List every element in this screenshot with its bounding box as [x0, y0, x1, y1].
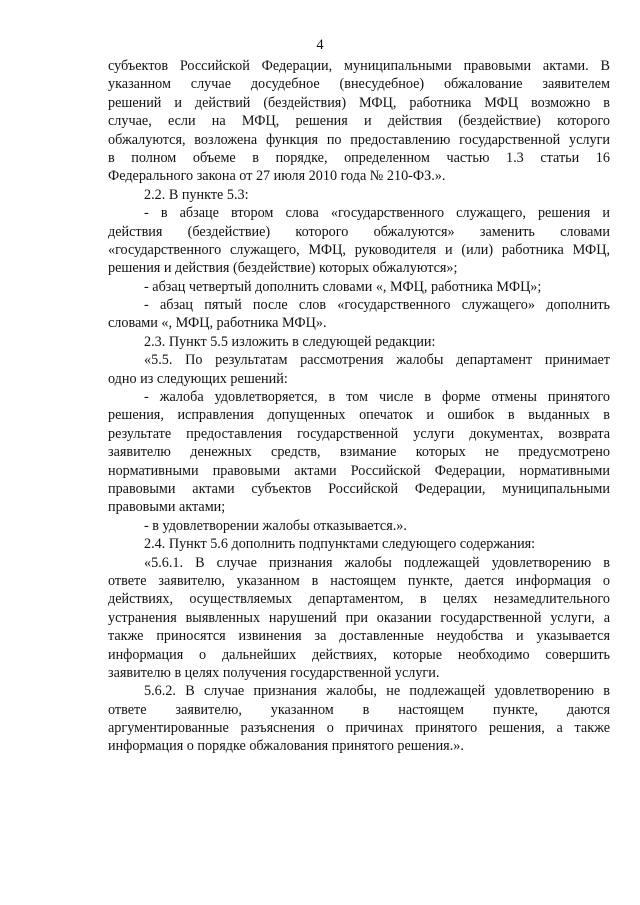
text-line: результате предоставления государственной услуги документах, возврата	[108, 425, 610, 442]
text-line: случае, если на МФЦ, решения и действия (бездействие) которого	[108, 113, 610, 130]
document-body	[108, 57, 610, 756]
text-line: нормативными правовыми актами Российской Федерации, нормативными	[108, 462, 610, 479]
text-line: - в абзаце втором слова «государственного служащего, решения и	[144, 205, 610, 222]
text-line: ответе заявителю, указанном в настоящем пункте, дается информация о	[108, 572, 610, 589]
text-line: также приносятся извинения за доставленные неудобства и указывается	[108, 628, 610, 645]
text-line: правовыми актами субъектов Российской Федерации, муниципальными	[108, 480, 610, 497]
text-line: правовыми актами;	[108, 499, 226, 516]
text-line: - жалоба удовлетворяется, в том числе в форме отмены принятого	[144, 389, 610, 406]
text-line: решений и действий (бездействия) МФЦ, работника МФЦ возможно в	[108, 94, 610, 111]
text-line: одно из следующих решений:	[108, 370, 288, 387]
text-line: действия (бездействие) которого обжалуются» заменить словами	[108, 223, 610, 240]
text-line: 5.6.2. В случае признания жалобы, не подлежащей удовлетворению в	[144, 683, 610, 700]
text-line: аргументированные разъяснения о причинах принятого решения, а также	[108, 720, 610, 737]
text-line: - абзац четвертый дополнить словами «, МФЦ, работника МФЦ»;	[144, 278, 542, 295]
text-line: информация о порядке обжалования принятого решения.».	[108, 738, 464, 755]
text-line: решения, исправления допущенных опечаток и ошибок в выданных в	[108, 407, 610, 424]
text-line: «5.6.1. В случае признания жалобы подлежащей удовлетворению в	[144, 554, 610, 571]
text-line: заявителю в целях получения государственной услуги.	[108, 664, 440, 681]
text-line: 2.4. Пункт 5.6 дополнить подпунктами следующего содержания:	[144, 536, 536, 553]
text-line: 2.3. Пункт 5.5 изложить в следующей редакции:	[144, 333, 436, 350]
text-line: «5.5. По результатам рассмотрения жалобы департамент принимает	[144, 352, 610, 369]
text-line: 2.2. В пункте 5.3:	[144, 186, 249, 203]
text-line: заявителю денежных средств, взимание которых не предусмотрено	[108, 444, 610, 461]
text-line: ответе заявителю, указанном в настоящем пункте, даются	[108, 701, 610, 718]
text-line: обжалуются, возложена функция по предоставлению государственной услуги	[108, 131, 610, 148]
text-line: решения и действия (бездействие) которых обжалуются»;	[108, 260, 458, 277]
text-line: «государственного служащего, МФЦ, руководителя и (или) работника МФЦ,	[108, 241, 610, 258]
text-line: словами «, МФЦ, работника МФЦ».	[108, 315, 327, 332]
text-line: указанном случае досудебное (внесудебное) обжалование заявителем	[108, 76, 610, 93]
text-line: субъектов Российской Федерации, муниципальными правовыми актами. В	[108, 58, 610, 74]
text-line: действиях, осуществляемых департаментом, в целях незамедлительного	[108, 591, 610, 608]
text-line: - абзац пятый после слов «государственного служащего» дополнить	[144, 297, 610, 314]
text-line: - в удовлетворении жалобы отказывается.».	[144, 517, 407, 534]
text-line: в полном объеме в порядке, определенном частью 1.3 статьи 16	[108, 149, 610, 166]
page-number: 4	[316, 37, 324, 53]
text-line: информация о дальнейших действиях, которые необходимо совершить	[108, 646, 610, 663]
text-line: устранения выявленных нарушений при оказании государственной услуги, а	[108, 609, 610, 626]
text-line: Федерального закона от 27 июля 2010 года № 210-ФЗ.».	[108, 168, 446, 185]
